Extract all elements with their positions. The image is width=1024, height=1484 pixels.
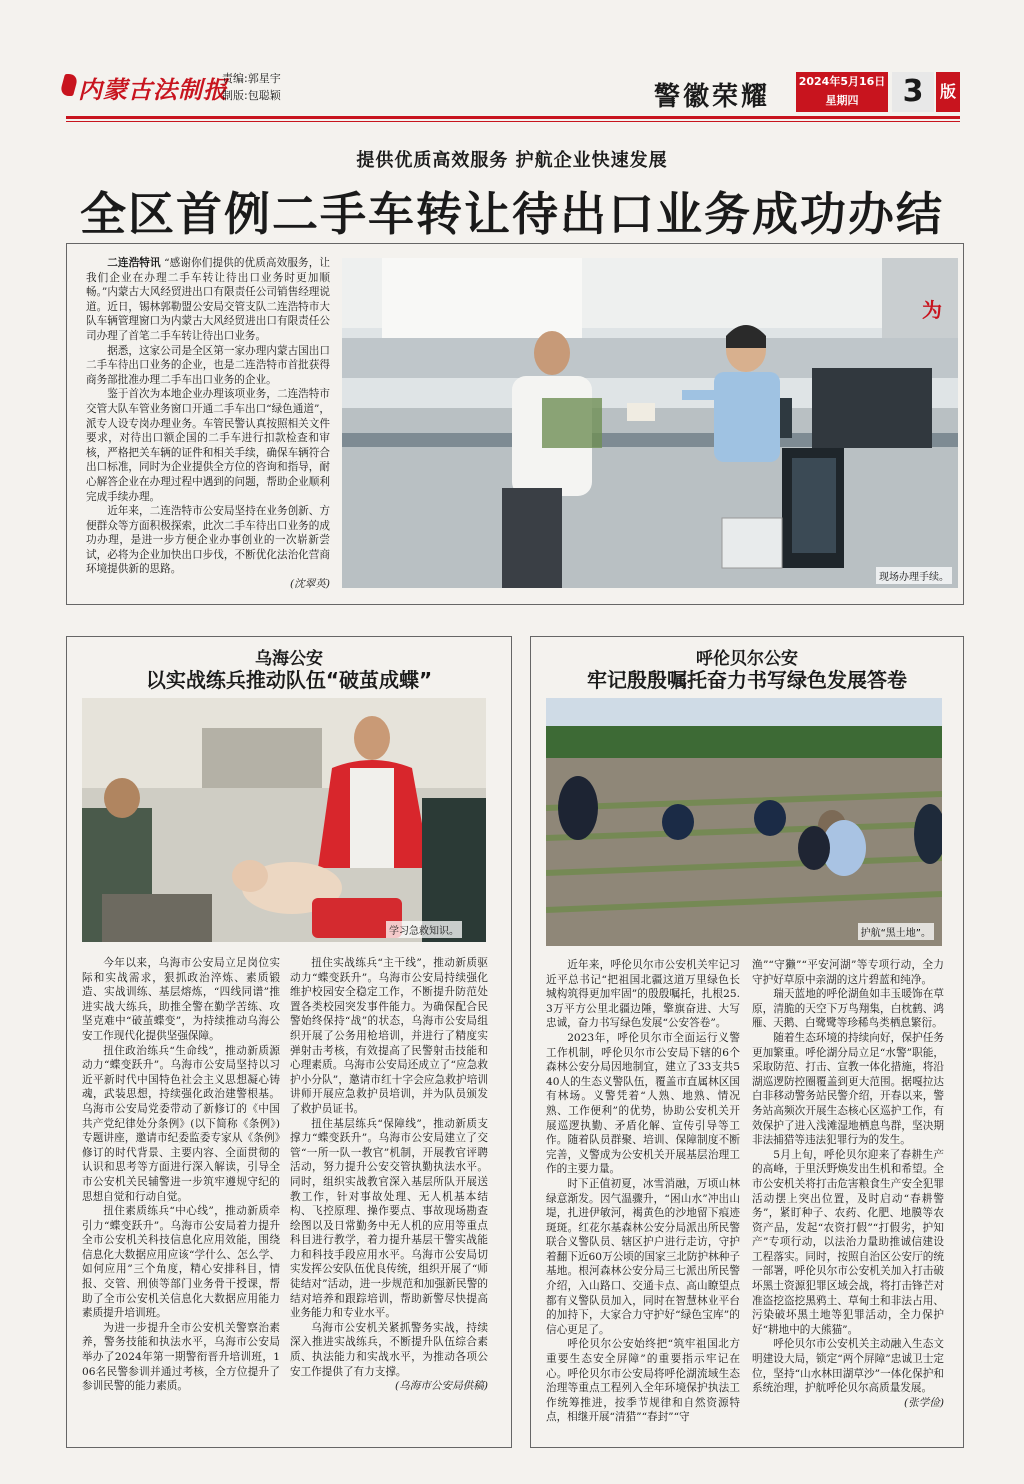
wuhai-col-1 — [82, 956, 280, 1394]
wuhai-col1-para: 扭住素质练兵“中心线”，推动新质牵引力“蝶变跃升”。乌海市公安局着力提升全市公安机关科技信息化应用效能，围绕信息化大数据应用应该“学什么、怎么学、如何应用”三个角度，精心安排科目，情报、交管、刑侦等部门业务骨干授课，帮助了全市公安机关信息化大数据应用能力素质提升培训班。 — [82, 1205, 280, 1320]
lead-photo-caption: 现场办理手续。 — [876, 567, 952, 584]
wuhai-col1-para: 扭住政治练兵“生命线”，推动新质源动力“蝶变跃升”。乌海市公安局坚持以习近平新时代中国特色社会主义思想凝心铸魂，武装思想，持续强化政治建警根基。乌海市公安局党委带动了新修订的《中国共产党纪律处分条例》(以下简称《条例》)专题讲座，邀请市纪委监委专家从《条例》修订的时代背景、主要内容、全面贯彻的认识和思考等方面进行深入解读，引导全市公安机关民辅警进一步筑牢遵规守纪的思想自觉和行动自觉。 — [82, 1044, 280, 1203]
lead-para-2: 据悉，这家公司是全区第一家办理内蒙古国出口二手车待出口业务的企业，也是二连浩特市首批获得商务部批准办理二手车出口业务的企业。 — [86, 344, 330, 386]
wall-sign: 为 — [922, 298, 942, 322]
editor-credits — [222, 70, 281, 104]
hulunbuir-col-2 — [752, 958, 944, 1410]
hulunbuir-col1-para: 时下正值初夏，冰雪消融，万顷山林绿意渐发。因气温骤升，“困山水”冲出山堤，扎进伊敏河，褐黄色的沙地留下痕迹斑斑。红花尔基森林公安分局派出所民警联合义警队员、辖区护户进行走访，守护着翻下近60万公顷的国家三北防护林种子基地。根河森林公安分局三七派出所民警介绍，入山路口、交通卡点、高山瞭望点都有义警队员加入，同时在智慧林业平台的加持下，大家合力守护好“绿色宝库”的信心更足了。 — [546, 1177, 740, 1336]
hulunbuir-photo — [546, 698, 942, 946]
hulunbuir-col2-para: 瑞天蓝地的呼伦湖鱼如丰玉暖饰在草原，清脆的天空下万鸟翔集，白枕鹤、鸿雁、天鹅、白鹭鹭等珍稀鸟类栖息繁衍。 — [752, 988, 944, 1030]
hulunbuir-col2-para: 随着生态环境的持续向好，保护任务更加繁重。呼伦湖分局立足“水警”职能，采取防范、打击、宣教一体化措施，将沿湖巡逻防控圈覆盖到更大范围。据嘎拉达白非移动警务站民警介绍，开春以来，警务站高频次开展生态核心区巡护工作，有效保护了进入浅滩湿地栖息鸟群，坚决期非法捕猎等违法犯罪行为的发生。 — [752, 1031, 944, 1147]
hulunbuir-signature: (张学俭) — [903, 1396, 944, 1409]
lead-kicker: 提供优质高效服务 护航企业快速发展 — [356, 150, 668, 171]
issue-weekday: 星期四 — [825, 94, 859, 107]
lead-headline: 全区首例二手车转让待出口业务成功办结 — [80, 187, 944, 241]
hulunbuir-col2-para: 渔”“守獭”“平安河湖”等专项行动，全力守护好草原中亲湖的这片碧蓝和纯净。 — [752, 959, 944, 986]
wuhai-photo — [82, 698, 486, 942]
lead-photo — [342, 258, 958, 588]
header-rule — [66, 116, 960, 119]
wuhai-col2-para: 扭住实战练兵“主干线”，推动新质驱动力“蝶变跃升”。乌海市公安局持续强化维护校园安全稳定工作，不断提升防范处置各类校园突发事件能力。为确保配合民警始终保持“战”的状态，乌海市公安局组织开展了公务用枪培训，并进行了精度实弹射击考核，有效提高了民警射击技能和心理素质。乌海市公安局还成立了“应急救护小分队”，邀请市红十字会应急救护培训讲师开展应急救护员培训，并为队员颁发了救护员证书。 — [290, 957, 488, 1115]
lead-signature: (沈翠英) — [289, 578, 330, 591]
office-counter-photo — [342, 258, 958, 588]
lead-byline: 二连浩特讯 — [107, 257, 161, 269]
wuhai-col1-para: 为进一步提升全市公安机关警察治素养，警务技能和执法水平，乌海市公安局举办了2024年第一期警衔晋升培训班，106名民警参训并通过考核，全方位提升了参训民警的能力素质。 — [82, 1321, 280, 1393]
date-badge — [796, 72, 888, 112]
lead-story-text — [86, 256, 330, 592]
newspaper-logo: 内蒙古法制报 — [78, 76, 228, 104]
hulunbuir-col2-para: 呼伦贝尔市公安机关主动融入生态文明建设大局，锁定“两个屏障”忠诚卫士定位，坚持“山水林田湖草沙”一体化保护和系统治理，护航呼伦贝尔高质量发展。 — [752, 1338, 944, 1395]
hulunbuir-col1-para: 呼伦贝尔公安始终把“筑牢祖国北方重要生态安全屏障”的重要指示牢记在心。呼伦贝尔市公安局将呼伦湖流域生态治理等重点工程列入全年环境保护执法工作统筹推进，按季节规律和自然资源特点，相继开展“清猎”“春封”“守 — [546, 1338, 740, 1424]
lead-para-3: 鉴于首次为本地企业办理该项业务，二连浩特市交管大队车管业务窗口开通二手车出口“绿色通道”，派专人设专岗办理业务。车管民警认真按照相关文件要求，对待出口额企国的二手车进行扣款检查和审核，严格把关车辆的证件和相关手续，确保车辆符合出口标准，同时为企业提供全方位的咨询和指导，耐心解答企业在办理过程中遇到的问题，帮助企业顺利完成手续办理。 — [86, 388, 330, 503]
hulunbuir-col2-para: 5月上旬，呼伦贝尔迎来了春耕生产的高峰，于里沃野焕发出生机和希望。全市公安机关将打击危害粮食生产安全犯罪活动摆上突出位置，及时启动“春耕警务”，紧盯种子、农药、化肥、地膜等农资产品，发起“农资打假”“打假劣，护知产”专项行动，以法治力量助推诚信建设工程落实。同时，按照自治区公安厅的统一部署，呼伦贝尔市公安机关加入打击破坏黑土资源犯罪区域会战，将打击锋芒对准盗挖盗挖黑鸦土、草甸土和非法占用、污染破坏黑土地等犯罪活动，全力保护好“耕地中的大熊猫”。 — [752, 1148, 944, 1336]
farmland-police-photo — [546, 698, 942, 946]
hulunbuir-col-1 — [546, 958, 740, 1425]
first-aid-training-photo — [82, 698, 486, 942]
wuhai-title-1: 乌海公安 — [255, 649, 323, 669]
wuhai-col1-para: 今年以来，乌海市公安局立足岗位实际和实战需求，狠抓政治淬炼、素质锻造、实战训练、基层熔炼，“四线同谱”推进实战大练兵，助推全警在勤学苦练、攻坚克难中“破茧蝶变”，为持续推动乌海公安工作现代化提供坚强保障。 — [82, 957, 280, 1042]
lead-para-4: 近年来，二连浩特市公安局坚持在业务创新、方便群众等方面积极探索，此次二手车待出口业务的成功办理，是进一步方便企业办事创业的一次崭新尝试，必将为企业加快出口步伐，不断优化法治化营商环境提供新的思路。 — [86, 505, 330, 576]
page-suffix: 版 — [936, 72, 960, 112]
wuhai-signature: (乌海市公安局供稿) — [394, 1380, 488, 1393]
editor-line: 责编:郭星宇 — [222, 72, 281, 85]
hulunbuir-title-2: 牢记殷殷嘱托奋力书写绿色发展答卷 — [587, 668, 907, 692]
issue-date: 2024年5月16日 — [798, 75, 886, 88]
header-rule-thin — [66, 121, 960, 122]
column-name: 警徽荣耀 — [654, 82, 771, 112]
wuhai-col2-para: 扭住基层练兵“保障线”，推动新质支撑力“蝶变跃升”。乌海市公安局建立了交管“一所一队一教官”机制，开展教官评聘活动，努力提升公安交管执勤执法水平。同时，组织实战教官深入基层所队开展送教工作，针对事故处理、无人机基本结构、飞控原理、操作要点、事故现场勘查绘图以及日常勤务中无人机的应用等重点科目进行教学，着力提升基层干警实战能力和科技手段应用水平。乌海市公安局切实发挥公安队伍优良传统，组织开展了“师徒结对”活动，进一步规范和加强新民警的结对培养和跟踪培训，帮助新警尽快提高业务能力和专业水平。 — [290, 1117, 488, 1320]
hulunbuir-photo-caption: 护航“黑土地”。 — [858, 923, 934, 940]
page-number: 3 — [892, 72, 934, 112]
wuhai-title-2: 以实战练兵推动队伍“破茧成蝶” — [145, 668, 433, 692]
hulunbuir-col1-para: 2023年，呼伦贝尔市全面运行义警工作机制，呼伦贝尔市公安局下辖的6个森林公安分局因地制宜，建立了33支共540人的生态义警队伍，覆盖市直属林区国有林场。义警凭着“人熟、地熟、情况熟、工作便利”的优势，协助公安机关开展巡逻执勤、矛盾化解、宣传引导等工作。随着队员群聚、培训、保障制度不断完善，义警成为公安机关开展基层治理工作的主要力量。 — [546, 1031, 740, 1176]
wuhai-photo-caption: 学习急救知识。 — [386, 921, 462, 938]
hulunbuir-title-1: 呼伦贝尔公安 — [696, 649, 798, 669]
wuhai-col-2 — [290, 956, 488, 1394]
hulunbuir-col1-para: 近年来，呼伦贝尔市公安机关牢记习近平总书记“把祖国北疆这道万里绿色长城构筑得更加牢固”的殷殷嘱托，扎根25.3万平方公里北疆边陲，擎旗奋进、大写忠诚，奋力书写绿色发展“公安答卷”。 — [546, 959, 740, 1030]
producer-line: 制版:包聪颖 — [222, 89, 281, 102]
wuhai-col2-para: 乌海市公安机关紧抓警务实战，持续深入推进实战练兵，不断提升队伍综合素质、执法能力和实战水平，为推动各项公安工作提供了有力支撑。 — [290, 1321, 488, 1378]
lead-para-1: “感谢你们提供的优质高效服务，让我们企业在办理二手车转让待出口业务时更加顺畅。”内蒙古大风经贸进出口有限责任公司销售经理说道。近日，锡林郭勒盟公安局交管支队二连浩特市大队车辆管理窗口为内蒙古大风经贸进出口有限责任公司办理了首笔二手车转让待出口业务。 — [86, 257, 331, 342]
logo-mark-icon — [59, 74, 79, 96]
